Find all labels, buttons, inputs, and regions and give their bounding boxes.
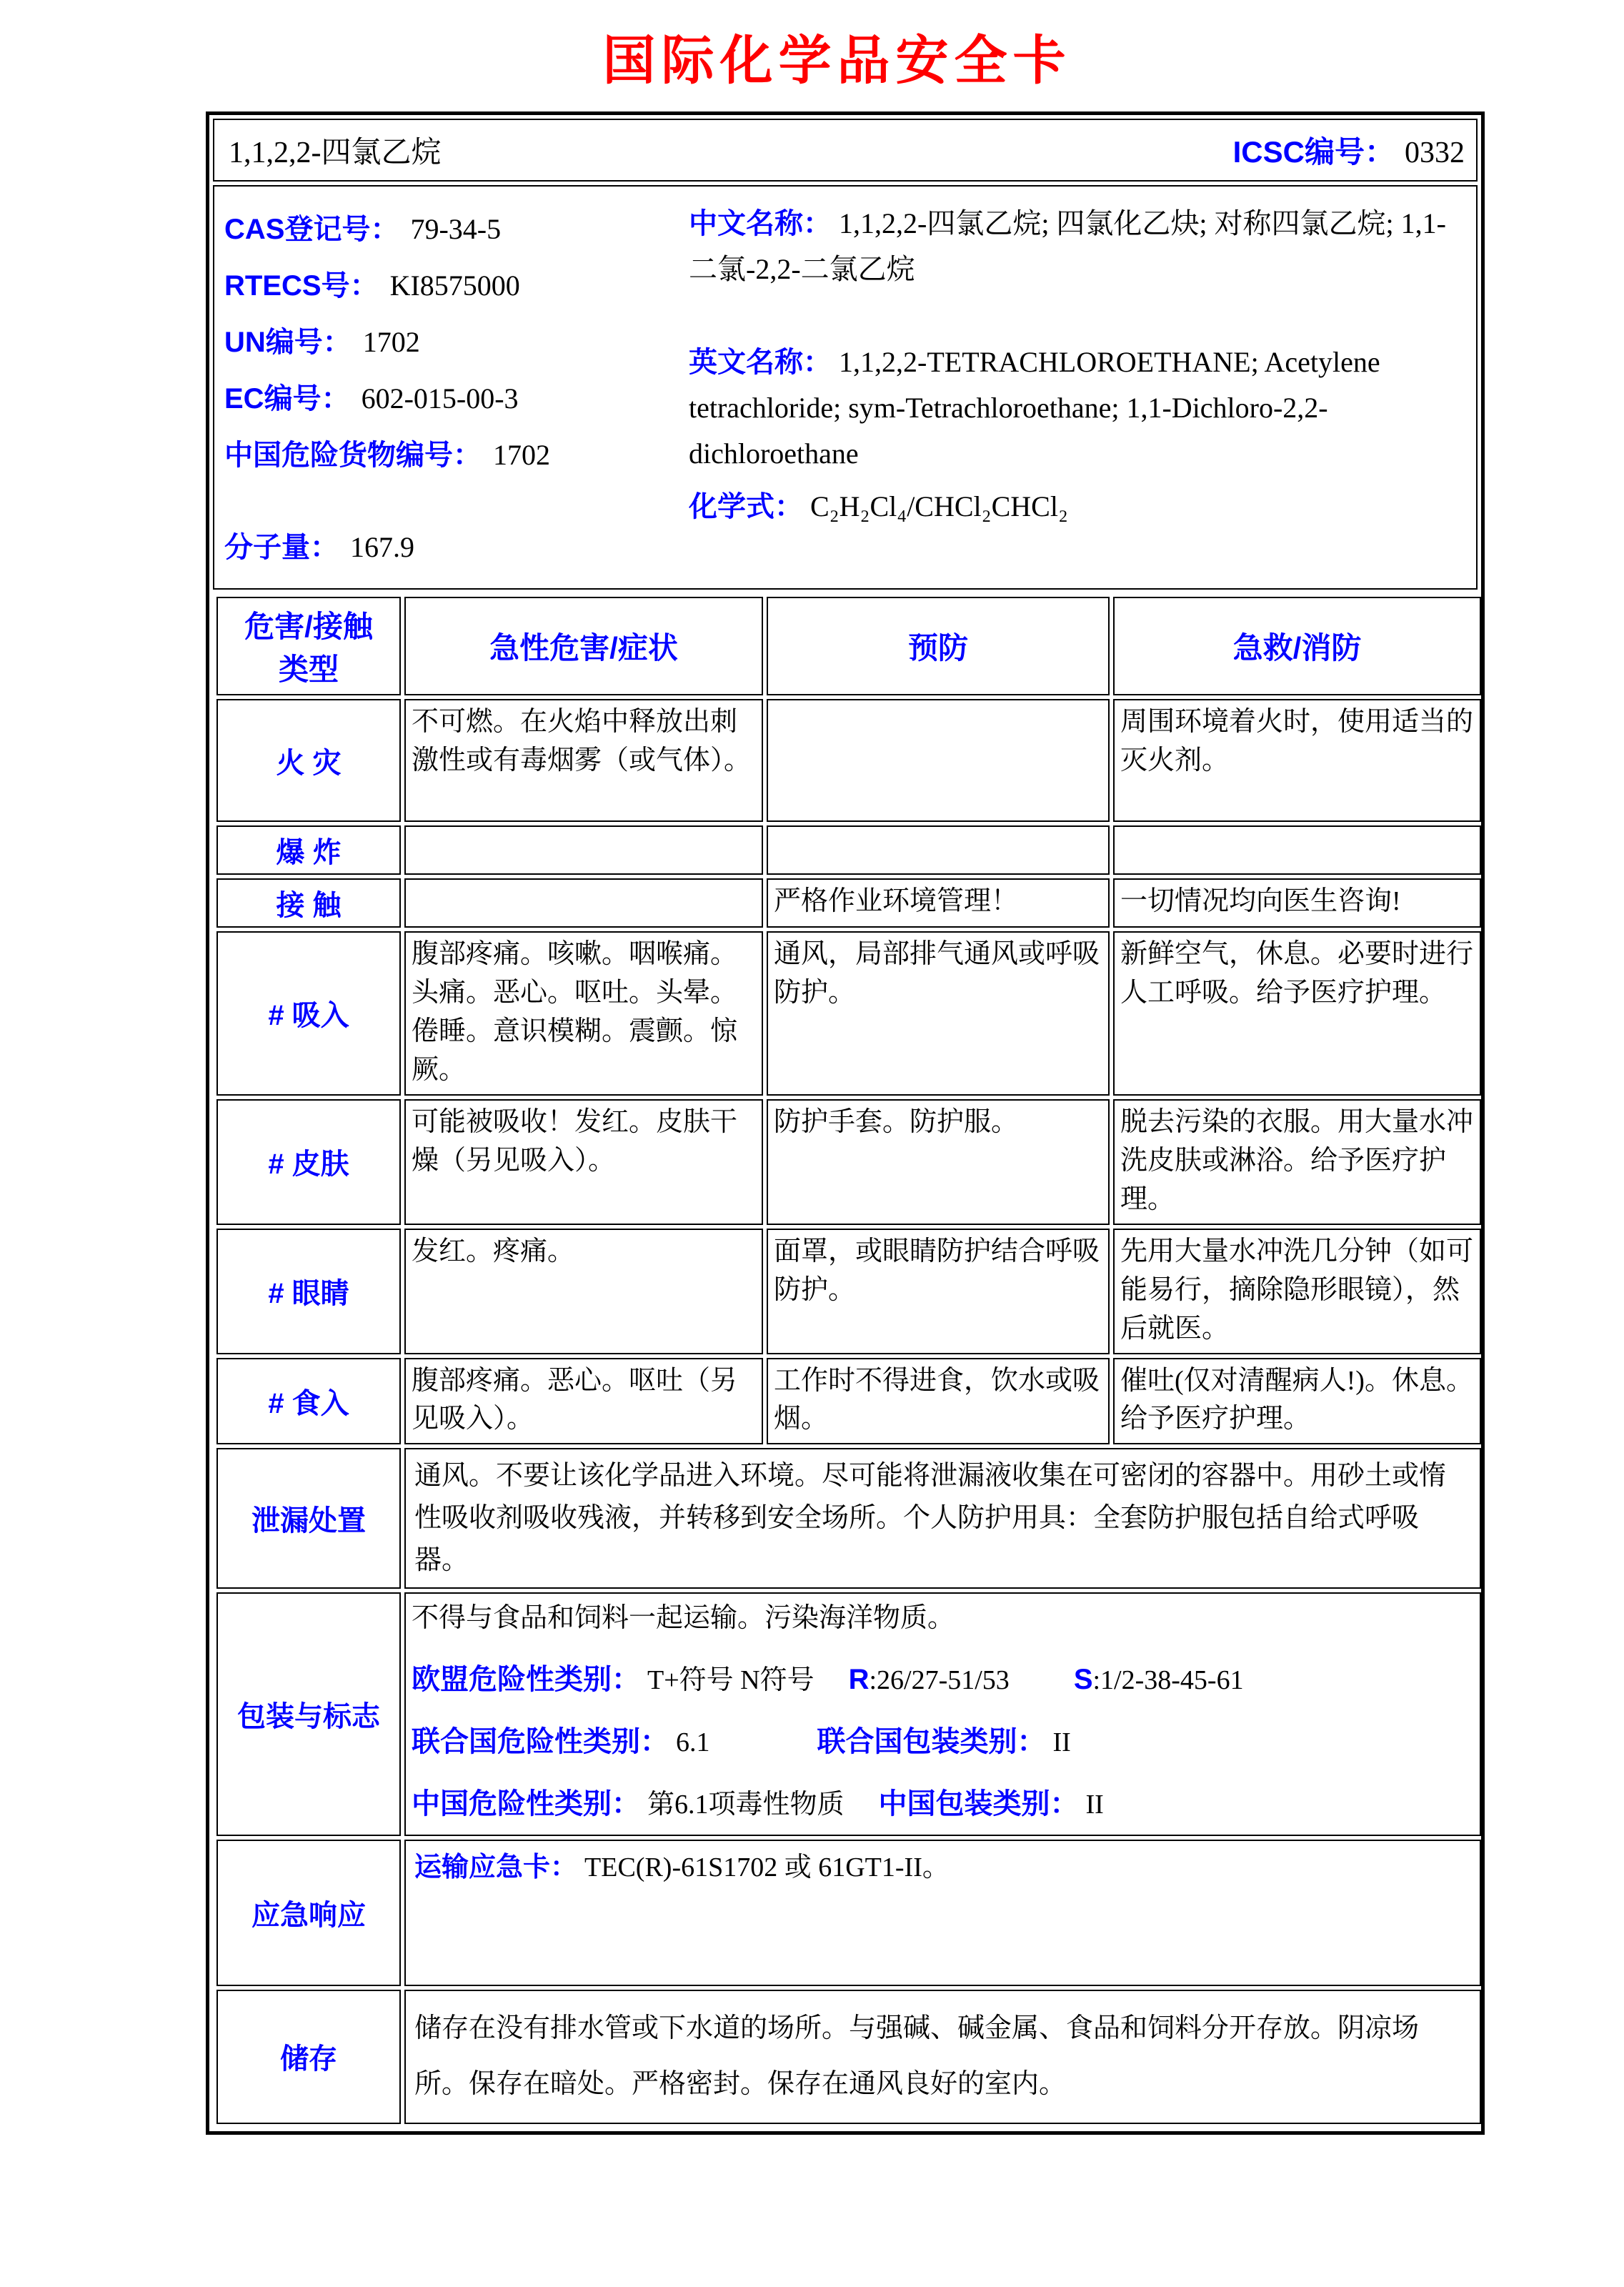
emergency-content-cell [404,1840,1481,1986]
rtecs-value: KI8575000 [389,269,520,302]
transport-card-value: TEC(R)-61S1702 或 61GT1-II。 [584,1852,950,1882]
skin-first-aid-cell: 脱去污染的衣服。用大量水冲洗皮肤或淋浴。给予医疗护理。 [1113,1099,1481,1225]
spill-row [216,1448,1481,1589]
china-dg-label: 中国危险货物编号： [224,440,482,471]
cas-value: 79-34-5 [410,213,502,245]
mol-weight-value: 167.9 [350,531,414,563]
english-name-label: 英文名称： [689,347,832,378]
formula-value: C₂H₂Cl₄/CHCl₂CHCl₂ [810,490,1068,522]
row-label-inhalation: # 吸入 [216,931,401,1096]
identifier-list [224,197,682,581]
header-cell-symptoms: 急性危害/症状 [404,597,763,695]
fire-prevention-cell [767,699,1110,822]
explosion-symptoms-cell [404,825,763,875]
row-label-eyes: # 眼睛 [216,1229,401,1354]
un-hazard-class-value: 6.1 [676,1727,710,1758]
name-list [682,197,1465,581]
row-label-spill: 泄漏处置 [216,1448,401,1589]
header-cell-prevention: 预防 [767,597,1110,695]
explosion-first-aid-cell [1113,825,1481,875]
eu-class-label: 欧盟危险性类别： [412,1664,640,1696]
identifier-row-rtecs [224,263,682,304]
identifier-row-un [224,319,682,360]
hazard-row-ingestion [216,1358,1481,1445]
cn-pack-group-value: II [1085,1789,1104,1820]
substance-header-row [213,119,1478,182]
hazard-header-row [216,597,1481,695]
cn-pack-group-label: 中国包装类别： [878,1787,1079,1820]
identifier-row-china-dg [224,432,682,473]
s-phrase-value: :1/2-38-45-61 [1092,1665,1244,1696]
emergency-row [216,1840,1481,1986]
row-label-skin: # 皮肤 [216,1099,401,1225]
skin-symptoms-cell: 可能被吸收！发红。皮肤干燥（另见吸入）。 [404,1099,763,1225]
inhalation-prevention-cell: 通风，局部排气通风或呼吸防护。 [767,931,1110,1096]
identification-section [213,185,1478,590]
s-phrase-label: S [1073,1664,1093,1696]
hazard-row-fire [216,699,1481,822]
inhalation-symptoms-cell: 腹部疼痛。咳嗽。咽喉痛。头痛。恶心。呕吐。头晕。倦睡。意识模糊。震颤。惊厥。 [404,931,763,1096]
ingestion-first-aid-cell: 催吐(仅对清醒病人!)。休息。给予医疗护理。 [1113,1358,1481,1445]
row-label-emergency: 应急响应 [216,1840,401,1986]
storage-text-cell: 储存在没有排水管或下水道的场所。与强碱、碱金属、食品和饲料分开存放。阴凉场所。保存在暗处。严格密封。保存在通风良好的室内。 [404,1990,1481,2124]
hazard-row-contact [216,878,1481,928]
row-label-explosion: 爆 炸 [216,825,401,875]
header-cell-type: 危害/接触类型 [216,597,401,695]
ec-value: 602-015-00-3 [361,382,519,415]
fire-symptoms-cell: 不可燃。在火焰中释放出刺激性或有毒烟雾（或气体）。 [404,699,763,822]
icsc-label: ICSC编号： [1232,135,1395,169]
safety-card [206,111,1485,2135]
chinese-name-label: 中文名称： [689,208,832,239]
china-dg-value: 1702 [493,439,550,471]
packaging-row [216,1592,1481,1836]
ec-label: EC编号： [224,383,350,415]
row-label-packaging: 包装与标志 [216,1592,401,1836]
identifier-row-ec [224,376,682,417]
hazard-row-explosion [216,825,1481,875]
eyes-symptoms-cell: 发红。疼痛。 [404,1229,763,1354]
packaging-content-cell [404,1592,1481,1836]
packaging-un-line [412,1722,1474,1762]
page-title: 国际化学品安全卡 [602,31,1072,90]
row-label-fire: 火 灾 [216,699,401,822]
un-value: 1702 [362,326,420,358]
row-label-contact: 接 触 [216,878,401,928]
cn-hazard-class-value: 第6.1项毒性物质 [647,1789,845,1820]
ingestion-symptoms-cell: 腹部疼痛。恶心。呕吐（另见吸入）。 [404,1358,763,1445]
skin-prevention-cell: 防护手套。防护服。 [767,1099,1110,1225]
row-label-ingestion: # 食入 [216,1358,401,1445]
storage-row [216,1990,1481,2124]
packaging-eu-line [412,1660,1474,1700]
icsc-number-group [1233,129,1465,172]
english-name-row [689,339,1465,477]
rtecs-label: RTECS号： [224,270,379,302]
substance-name: 1,1,2,2-四氯乙烷 [229,137,442,169]
mol-weight-label: 分子量： [224,532,339,563]
eyes-prevention-cell: 面罩，或眼睛防护结合呼吸防护。 [767,1229,1110,1354]
english-name-value: 1,1,2,2-TETRACHLOROETHANE; Acetylene tetrachloride; sym-Tetrachloroethane; 1,1-Dichloro-2,2-dichloroethane [689,346,1380,470]
identifier-row-mol-weight [224,525,682,565]
contact-symptoms-cell [404,878,763,928]
identifier-row-cas [224,207,682,247]
hazard-table [213,593,1485,2128]
spill-text-cell: 通风。不要让该化学品进入环境。尽可能将泄漏液收集在可密闭的容器中。用砂土或惰性吸收剂吸收残液，并转移到安全场所。个人防护用具：全套防护服包括自给式呼吸器。 [404,1448,1481,1589]
transport-card-label: 运输应急卡： [414,1852,578,1882]
ingestion-prevention-cell: 工作时不得进食，饮水或吸烟。 [767,1358,1110,1445]
icsc-number: 0332 [1405,137,1465,169]
chinese-name-row [689,201,1465,292]
un-hazard-class-label: 联合国危险性类别： [412,1726,669,1758]
hazard-row-eyes [216,1229,1481,1354]
inhalation-first-aid-cell: 新鲜空气，休息。必要时进行人工呼吸。给予医疗护理。 [1113,931,1481,1096]
r-phrase-label: R [848,1664,870,1696]
formula-row [689,484,1465,530]
header-cell-first-aid: 急救/消防 [1113,597,1481,695]
r-phrase-value: :26/27-51/53 [869,1665,1010,1696]
contact-first-aid-cell: 一切情况均向医生咨询! [1113,878,1481,928]
cn-hazard-class-label: 中国危险性类别： [412,1787,640,1820]
un-pack-group-label: 联合国包装类别： [817,1726,1046,1758]
row-label-storage: 储存 [216,1990,401,2124]
formula-label: 化学式： [689,491,803,522]
packaging-transport-note: 不得与食品和饲料一起运输。污染海洋物质。 [412,1603,955,1634]
cas-label: CAS登记号： [224,214,399,245]
explosion-prevention-cell [767,825,1110,875]
eu-class-value: T+符号 N符号 [647,1665,815,1696]
hazard-row-skin [216,1099,1481,1225]
fire-first-aid-cell: 周围环境着火时，使用适当的灭火剂。 [1113,699,1481,822]
un-label: UN编号： [224,327,352,358]
contact-prevention-cell: 严格作业环境管理！ [767,878,1110,928]
packaging-cn-line [412,1784,1474,1825]
un-pack-group-value: II [1052,1727,1071,1758]
chinese-name-value: 1,1,2,2-四氯乙烷; 四氯化乙炔; 对称四氯乙烷; 1,1-二氯-2,2-二氯乙烷 [689,207,1446,285]
eyes-first-aid-cell: 先用大量水冲洗几分钟（如可能易行，摘除隐形眼镜），然后就医。 [1113,1229,1481,1354]
hazard-row-inhalation [216,931,1481,1096]
